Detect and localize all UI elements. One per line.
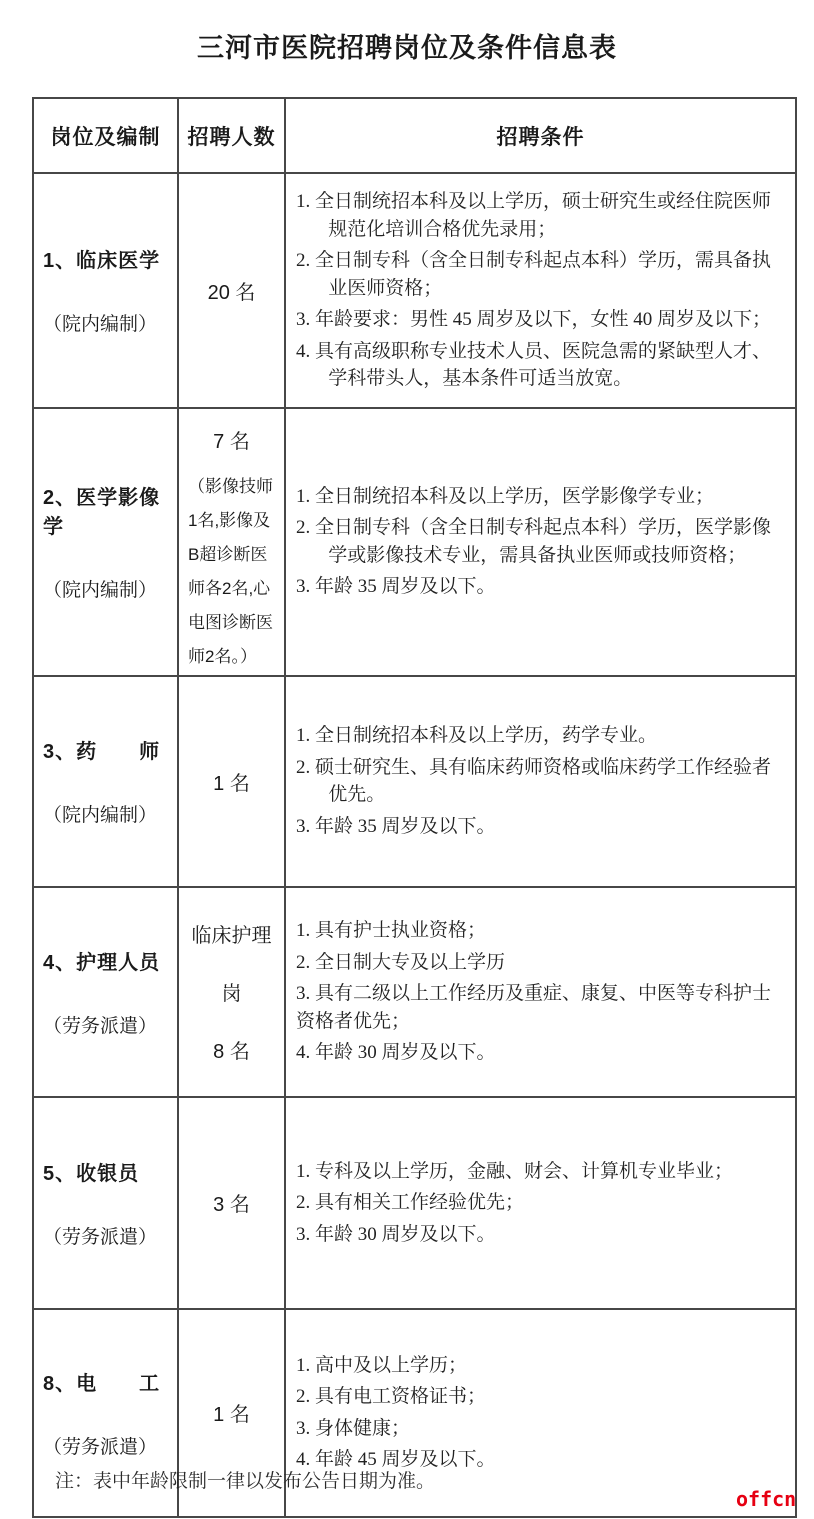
condition-item: 3. 年龄要求：男性 45 周岁及以下，女性 40 周岁及以下； bbox=[296, 309, 772, 331]
condition-item: 2. 硕士研究生、具有临床药师资格或临床药学工作经验者优先。 bbox=[296, 756, 772, 806]
condition-item: 3. 年龄 35 周岁及以下。 bbox=[296, 815, 496, 837]
condition-item: 4. 年龄 45 周岁及以下。 bbox=[296, 1449, 496, 1471]
condition-item: 4. 具有高级职称专业技术人员、医院急需的紧缺型人才、学科带头人，基本条件可适当放宽。 bbox=[296, 340, 772, 390]
condition-item: 3. 年龄 35 周岁及以下。 bbox=[296, 576, 496, 598]
table-row-nursing-staff bbox=[33, 887, 796, 1097]
condition-item: 4. 年龄 30 周岁及以下。 bbox=[296, 1042, 496, 1064]
recruit-count: 7 名 bbox=[213, 430, 250, 453]
position-name: 5、收银员 bbox=[43, 1162, 140, 1185]
position-establishment: （劳务派遣） bbox=[43, 1436, 158, 1458]
watermark-offcn: offcn bbox=[736, 1487, 797, 1511]
condition-item: 1. 全日制统招本科及以上学历，医学影像学专业； bbox=[296, 485, 715, 507]
position-name: 4、护理人员 bbox=[43, 951, 161, 974]
table-row-clinical-medicine bbox=[33, 173, 796, 408]
position-establishment: （院内编制） bbox=[43, 805, 158, 827]
condition-item: 3. 年龄 30 周岁及以下。 bbox=[296, 1223, 496, 1245]
table-row-cashier bbox=[33, 1097, 796, 1309]
position-establishment: （院内编制） bbox=[43, 580, 158, 602]
recruit-count-detail: （影像技师1名,影像及B超诊断医师各2名,心电图诊断医师2名。） bbox=[188, 476, 273, 666]
condition-item: 1. 具有护士执业资格； bbox=[296, 919, 487, 941]
condition-item: 2. 全日制专科（含全日制专科起点本科）学历，医学影像学或影像技术专业，需具备执业医师或技师资格； bbox=[296, 517, 772, 566]
recruit-count: 1 名 bbox=[213, 1404, 250, 1427]
conditions-cell bbox=[285, 1097, 796, 1309]
position-cell bbox=[33, 676, 178, 887]
position-name: 2、医学影像学 bbox=[43, 487, 161, 539]
position-cell bbox=[33, 408, 178, 676]
recruit-count-cell bbox=[178, 1097, 285, 1309]
recruit-count: 8 名 bbox=[213, 1041, 250, 1064]
recruit-count-cell bbox=[178, 676, 285, 887]
recruit-count-line: 岗 bbox=[221, 983, 242, 1006]
footnote: 注：表中年龄限制一律以发布公告日期为准。 bbox=[55, 1471, 436, 1492]
conditions-cell bbox=[285, 173, 796, 408]
position-name: 8、电 工 bbox=[43, 1372, 161, 1395]
condition-item: 2. 具有电工资格证书； bbox=[296, 1386, 487, 1408]
table-row-pharmacist bbox=[33, 676, 796, 887]
recruit-count-line: 临床护理 bbox=[191, 925, 272, 948]
condition-item: 1. 全日制统招本科及以上学历，药学专业。 bbox=[296, 725, 658, 747]
recruit-count-cell bbox=[178, 408, 285, 676]
recruit-count-cell bbox=[178, 887, 285, 1097]
column-header-conditions: 招聘条件 bbox=[285, 98, 796, 173]
condition-item: 1. 专科及以上学历，金融、财会、计算机专业毕业； bbox=[296, 1160, 734, 1182]
condition-item: 2. 具有相关工作经验优先； bbox=[296, 1192, 525, 1214]
recruitment-table bbox=[32, 97, 797, 1518]
header-row bbox=[33, 98, 796, 173]
page-title: 三河市医院招聘岗位及条件信息表 bbox=[197, 33, 617, 63]
recruit-count: 1 名 bbox=[213, 772, 250, 795]
column-header-position: 岗位及编制 bbox=[33, 98, 178, 173]
condition-item: 1. 高中及以上学历； bbox=[296, 1354, 468, 1376]
position-establishment: （劳务派遣） bbox=[43, 1226, 158, 1248]
position-establishment: （院内编制） bbox=[43, 314, 158, 336]
conditions-cell bbox=[285, 408, 796, 676]
recruit-count-cell bbox=[178, 173, 285, 408]
condition-item: 2. 全日制专科（含全日制专科起点本科）学历，需具备执业医师资格； bbox=[296, 250, 772, 299]
recruit-count: 3 名 bbox=[213, 1194, 250, 1217]
condition-item: 2. 全日制大专及以上学历 bbox=[296, 951, 506, 973]
position-name: 3、药 师 bbox=[43, 741, 161, 764]
recruit-count: 20 名 bbox=[207, 281, 256, 304]
column-header-count: 招聘人数 bbox=[178, 98, 285, 173]
position-cell bbox=[33, 1097, 178, 1309]
position-name: 1、临床医学 bbox=[43, 250, 161, 273]
condition-item: 3. 身体健康； bbox=[296, 1417, 411, 1439]
conditions-cell bbox=[285, 887, 796, 1097]
position-establishment: （劳务派遣） bbox=[43, 1015, 158, 1037]
position-cell bbox=[33, 887, 178, 1097]
position-cell bbox=[33, 173, 178, 408]
conditions-cell bbox=[285, 676, 796, 887]
table-row-medical-imaging bbox=[33, 408, 796, 676]
condition-item: 3. 具有二级以上工作经历及重症、康复、中医等专科护士资格者优先； bbox=[296, 983, 772, 1032]
condition-item: 1. 全日制统招本科及以上学历，硕士研究生或经住院医师规范化培训合格优先录用； bbox=[296, 191, 772, 240]
